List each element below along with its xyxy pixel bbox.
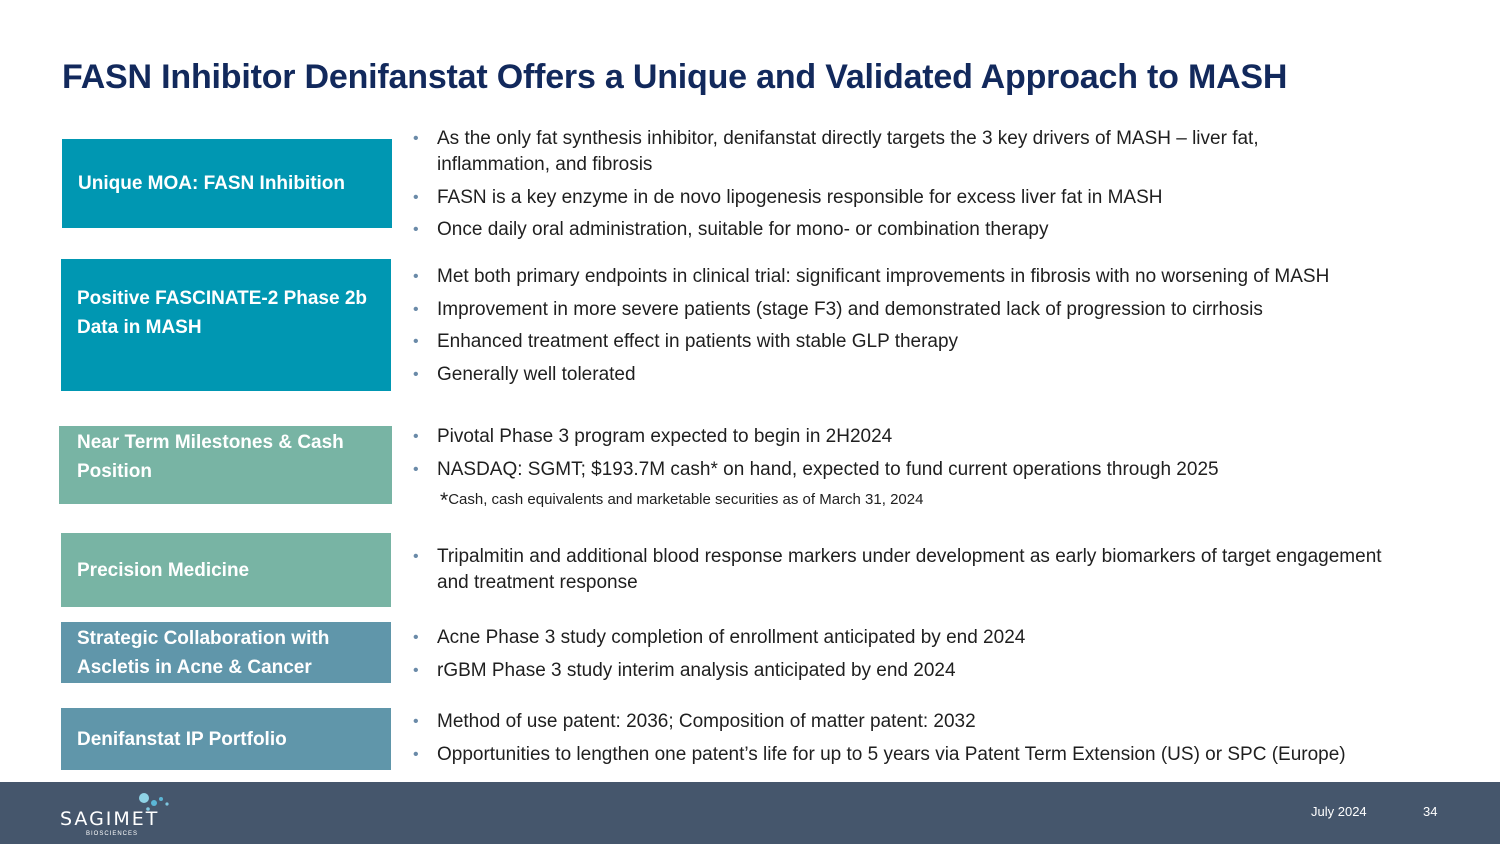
bullet-dot-icon: • bbox=[413, 188, 419, 206]
logo-subtitle: BIOSCIENCES bbox=[86, 831, 139, 837]
bullet-dot-icon: • bbox=[413, 428, 419, 445]
sagimet-logo bbox=[60, 790, 180, 837]
bullet-item: • Opportunities to lengthen one patent’s life for up to 5 years via Patent Term Extension (US) or SPC (Europe) bbox=[413, 742, 1483, 768]
bullets-collaboration bbox=[413, 625, 1473, 690]
bullet-item: • Acne Phase 3 study completion of enrollment anticipated by end 2024 bbox=[413, 625, 1473, 651]
bullet-item: • rGBM Phase 3 study interim analysis anticipated by end 2024 bbox=[413, 658, 1473, 684]
label-collaboration-text: Strategic Collaboration with Ascletis in Acne & Cancer bbox=[77, 628, 330, 678]
bullets-milestones bbox=[413, 424, 1473, 489]
bullets-precision-medicine bbox=[413, 544, 1393, 603]
bullet-dot-icon: • bbox=[413, 365, 419, 383]
bullet-dot-icon: • bbox=[413, 745, 419, 763]
bullets-fascinate-2 bbox=[413, 264, 1473, 394]
bullet-item: • Method of use patent: 2036; Composition of matter patent: 2032 bbox=[413, 709, 1483, 735]
bullet-dot-icon: • bbox=[413, 221, 419, 238]
bullet-dot-icon: • bbox=[413, 268, 419, 285]
bullet-item: • Improvement in more severe patients (stage F3) and demonstrated lack of progression to cirrhosis bbox=[413, 297, 1473, 323]
cash-footnote bbox=[440, 489, 923, 513]
bullet-item: • Pivotal Phase 3 program expected to begin in 2H2024 bbox=[413, 424, 1473, 450]
footer-date: July 2024 bbox=[1311, 804, 1367, 819]
bullet-dot-icon: • bbox=[413, 713, 419, 730]
label-collaboration bbox=[61, 622, 391, 683]
bullet-item: • Generally well tolerated bbox=[413, 362, 1473, 388]
footer-bar bbox=[0, 782, 1500, 844]
bullet-dot-icon: • bbox=[413, 548, 419, 565]
bullet-dot-icon: • bbox=[413, 661, 419, 679]
bullets-ip-portfolio bbox=[413, 709, 1483, 774]
bullet-item: • NASDAQ: SGMT; $193.7M cash* on hand, expected to fund current operations through 2025 bbox=[413, 457, 1473, 483]
label-milestones bbox=[59, 426, 392, 504]
label-precision-medicine-text: Precision Medicine bbox=[77, 559, 250, 581]
bullet-item: • Enhanced treatment effect in patients with stable GLP therapy bbox=[413, 329, 1473, 355]
label-fascinate-2-text: Positive FASCINATE-2 Phase 2b Data in MASH bbox=[77, 288, 368, 338]
bullet-item: • As the only fat synthesis inhibitor, denifanstat directly targets the 3 key drivers of MASH – liver fat, inflammation, and fibrosis bbox=[413, 128, 1259, 175]
label-ip-portfolio-text: Denifanstat IP Portfolio bbox=[77, 728, 287, 750]
label-fascinate-2 bbox=[61, 259, 391, 391]
bullet-dot-icon: • bbox=[413, 629, 419, 646]
footnote-star: * bbox=[440, 489, 449, 512]
bullet-dot-icon: • bbox=[413, 300, 419, 318]
label-milestones-text: Near Term Milestones & Cash Position bbox=[77, 432, 344, 482]
bullet-item: • FASN is a key enzyme in de novo lipogenesis responsible for excess liver fat in MASH bbox=[413, 185, 1373, 211]
logo-name: SAGIMET bbox=[60, 808, 160, 830]
bullet-dot-icon: • bbox=[413, 460, 419, 478]
bullet-dot-icon: • bbox=[413, 333, 419, 350]
footnote-text: Cash, cash equivalents and marketable securities as of March 31, 2024 bbox=[448, 491, 924, 508]
bullets-unique-moa bbox=[413, 126, 1373, 250]
bullet-dot-icon: • bbox=[413, 130, 419, 147]
label-unique-moa-text: Unique MOA: FASN Inhibition bbox=[78, 173, 346, 194]
label-precision-medicine bbox=[61, 533, 391, 607]
label-unique-moa bbox=[62, 139, 392, 228]
label-ip-portfolio bbox=[61, 708, 391, 770]
bullet-item: • Once daily oral administration, suitable for mono- or combination therapy bbox=[413, 217, 1373, 243]
slide-title: FASN Inhibitor Denifanstat Offers a Unique and Validated Approach to MASH bbox=[62, 58, 1288, 96]
bullet-item: • Met both primary endpoints in clinical trial: significant improvements in fibrosis with no worsening of MASH bbox=[413, 264, 1473, 290]
bullet-item: • Tripalmitin and additional blood response markers under development as early biomarkers of target engagement and treatment response bbox=[413, 546, 1382, 593]
page-number: 34 bbox=[1423, 804, 1438, 819]
